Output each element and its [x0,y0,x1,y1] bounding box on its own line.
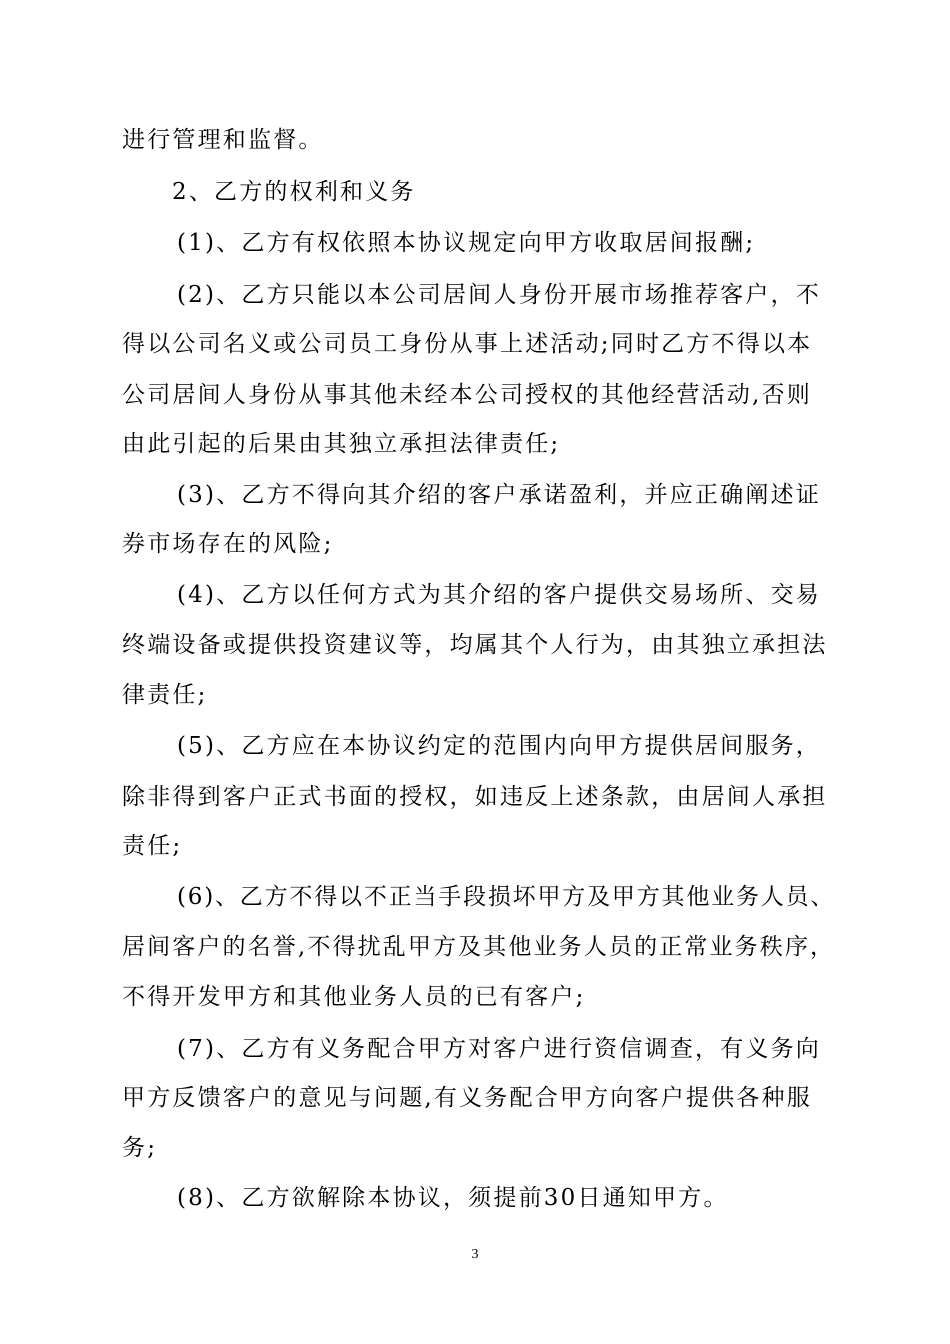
clause-line: (4)、乙方以任何方式为其介绍的客户提供交易场所、交易 [177,582,821,608]
clause-line: (2)、乙方只能以本公司居间人身份开展市场推荐客户，不 [177,282,821,308]
section-heading: 2、乙方的权利和义务 [172,179,416,205]
page-number: 3 [471,1247,479,1262]
clause-line: (8)、乙方欲解除本协议，须提前30日通知甲方。 [177,1185,729,1211]
text-line: 不得开发甲方和其他业务人员的已有客户; [122,984,586,1010]
text-line: 甲方反馈客户的意见与问题,有义务配合甲方向客户提供各种服 [122,1085,812,1111]
text-line: 责任; [122,833,183,859]
clause-line: (1)、乙方有权依照本协议规定向甲方收取居间报酬; [177,230,756,256]
text-line: 终端设备或提供投资建议等，均属其个人行为，由其独立承担法 [122,632,828,658]
clause-line: (5)、乙方应在本协议约定的范围内向甲方提供居间服务， [177,733,821,759]
text-line: 律责任; [122,682,208,708]
clause-line: (7)、乙方有义务配合甲方对客户进行资信调查，有义务向 [177,1036,821,1062]
clause-line: (6)、乙方不得以不正当手段损坏甲方及甲方其他业务人员、 [177,884,836,910]
clause-line: (3)、乙方不得向其介绍的客户承诺盈利，并应正确阐述证 [177,482,821,508]
text-line: 公司居间人身份从事其他未经本公司授权的其他经营活动,否则 [122,382,812,408]
text-line: 务; [122,1135,158,1161]
text-line: 得以公司名义或公司员工身份从事上述活动;同时乙方不得以本 [122,331,813,357]
text-line: 券市场存在的风险; [122,531,334,557]
text-line: 居间客户的名誉,不得扰乱甲方及其他业务人员的正常业务秩序， [122,934,836,960]
text-line: 由此引起的后果由其独立承担法律责任; [122,431,561,457]
text-line: 进行管理和监督。 [122,127,324,153]
text-line: 除非得到客户正式书面的授权，如违反上述条款，由居间人承担 [122,784,828,810]
